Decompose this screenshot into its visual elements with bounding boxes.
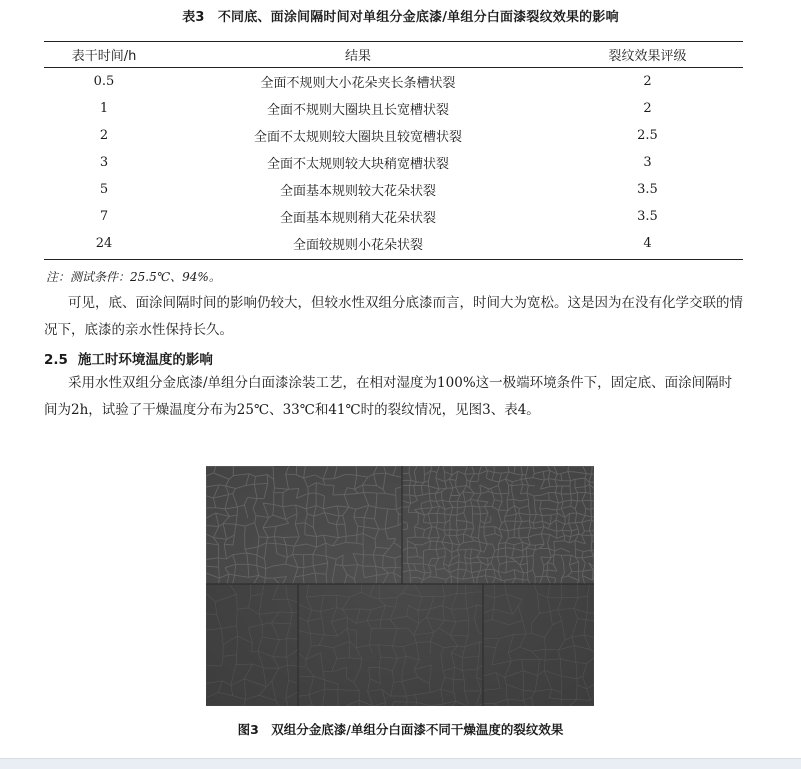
- crack-photo-image: [206, 466, 594, 706]
- cell-time: 7: [99, 209, 109, 224]
- cell-result: 全面基本规则稍大花朵状裂: [279, 211, 436, 226]
- body-paragraph: [44, 370, 744, 424]
- cell-time: 2: [99, 128, 109, 143]
- cell-time: 1: [99, 101, 109, 116]
- crack-panels: [206, 466, 594, 706]
- table-header-row: [44, 42, 743, 67]
- cell-time: 0.5: [93, 74, 115, 89]
- paragraph-text: 可见，底、面涂间隔时间的影响仍较大，但较水性双组分底漆而言，时间大为宽松。这是因为在没有化学交联的情况下，底漆的亲水性保持长久。: [44, 295, 743, 338]
- cell-rating: 2: [643, 74, 652, 89]
- cell-rating: 2.5: [637, 128, 658, 143]
- figure-caption: 图3 双组分金底漆/单组分白面漆不同干燥温度的裂纹效果: [237, 722, 564, 737]
- cell-result: 全面不规则大圈块且长宽槽状裂: [266, 103, 449, 118]
- table-row: [44, 67, 743, 95]
- cell-time: 5: [99, 182, 109, 197]
- cell-rating: 3: [643, 155, 652, 170]
- cell-rating: 3.5: [637, 182, 658, 197]
- cell-result: 全面较规则小花朵状裂: [292, 238, 423, 253]
- cell-result: 全面不太规则较大块稍宽槽状裂: [266, 157, 449, 172]
- header-rating: 裂纹效果评级: [608, 49, 687, 64]
- table-row: [44, 203, 743, 230]
- page-bottom-strip: [0, 758, 801, 769]
- cell-result: 全面不太规则较大圈块且较宽槽状裂: [253, 130, 462, 145]
- cell-rating: 3.5: [637, 209, 658, 224]
- body-paragraph: [44, 290, 744, 344]
- cell-rating: 2: [643, 101, 652, 116]
- table-row: [44, 230, 743, 257]
- table-note: 注：测试条件：25.5℃、94%。: [46, 270, 221, 284]
- cell-result: 全面基本规则较大花朵状裂: [279, 184, 436, 199]
- table-row: [44, 149, 743, 176]
- table-row: [44, 176, 743, 203]
- cell-time: 24: [95, 236, 113, 251]
- section-title: 施工时环境温度的影响: [77, 352, 213, 368]
- cell-time: 3: [99, 155, 109, 170]
- table-row: [44, 95, 743, 122]
- photo-panel: [298, 584, 483, 706]
- paragraph-text: 采用水性双组分金底漆/单组分白面漆涂装工艺，在相对湿度为100%这一极端环境条件下，固定底、面涂间隔时间为2h，试验了干燥温度分布为25℃、33℃和41℃时的裂纹情况，见图3、表4。: [44, 375, 733, 418]
- cell-rating: 4: [643, 236, 652, 251]
- cell-result: 全面不规则大小花朵夹长条槽状裂: [260, 76, 456, 91]
- results-table: [44, 42, 743, 257]
- header-result: 结果: [344, 49, 371, 64]
- header-time: 表干时间/h: [71, 49, 137, 64]
- section-number: 2.5: [44, 352, 68, 368]
- section-heading: [44, 348, 213, 368]
- crack-effect-photo: [206, 466, 594, 706]
- table-bottom-rule: [44, 259, 743, 260]
- table-caption: 表3 不同底、面涂间隔时间对单组分金底漆/单组分白面漆裂纹效果的影响: [182, 10, 619, 25]
- table-row: [44, 122, 743, 149]
